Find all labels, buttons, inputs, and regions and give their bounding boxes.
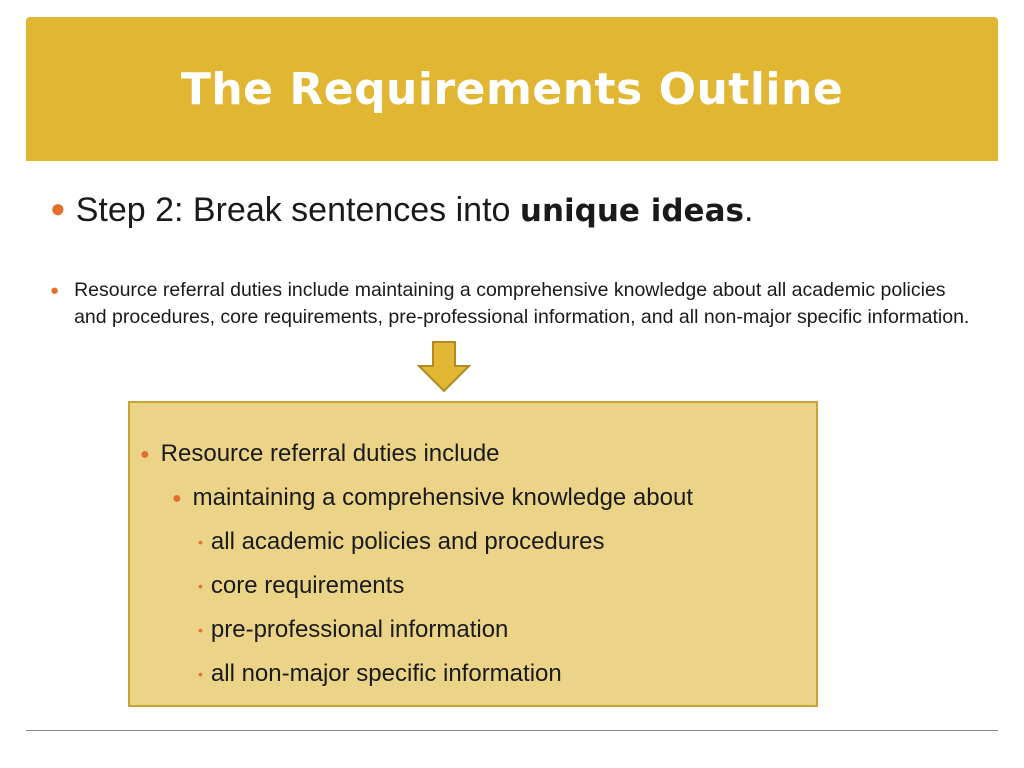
slide-title: The Requirements Outline [180,63,844,115]
step-suffix: . [743,191,754,229]
step-bullet [50,188,753,234]
outline-level3-text: all academic policies and procedures [210,528,605,555]
list-item [140,565,693,609]
sentence-bullet [50,277,970,331]
outline-level3-text: all non-major specific information [210,660,562,687]
sentence-text: Resource referral duties include maintaining a comprehensive knowledge about all academic policies and procedures, core requirements, pre-professional information, and all non-major specific information. [74,279,970,328]
down-arrow-icon [416,340,472,394]
step-text: Step 2: Break sentences into [75,191,520,229]
bullet-dot-icon: ● [172,490,182,507]
list-item [140,521,693,565]
outline-level2-text: maintaining a comprehensive knowledge about [192,484,693,511]
outline-level1-text: Resource referral duties include [160,440,500,467]
list-item [140,433,693,477]
bullet-dot-icon: ● [50,193,66,223]
bullet-dot-icon: ● [50,282,60,299]
list-item [140,653,693,697]
title-bar [26,17,998,161]
outline-box [128,401,818,707]
outline-level3-text: pre-professional information [210,616,509,643]
outline-list [140,433,693,697]
bullet-dot-icon: • [198,578,203,594]
outline-level3-text: core requirements [210,572,405,599]
step-emphasis: unique ideas [519,193,744,229]
bullet-dot-icon: • [198,622,203,638]
list-item [140,609,693,653]
bullet-dot-icon: • [198,534,203,550]
bullet-dot-icon: ● [140,446,150,463]
list-item [140,477,693,521]
bullet-dot-icon: • [198,666,203,682]
footer-divider [26,730,998,731]
